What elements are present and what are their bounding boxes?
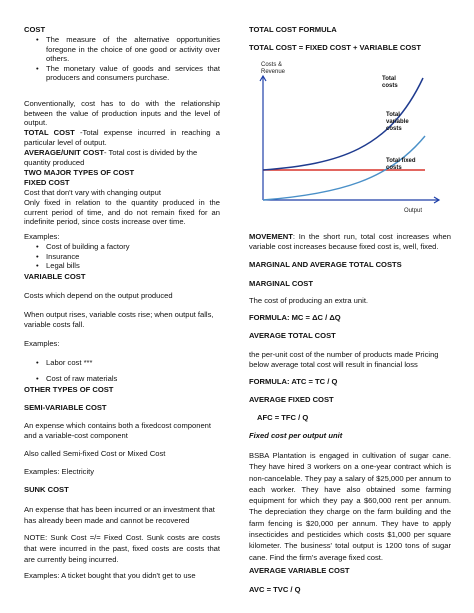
other-types-heading: OTHER TYPES OF COST	[24, 385, 114, 394]
variable-cost-rise: When output rises, variable costs rise; when output falls, variable costs fall.	[24, 310, 214, 329]
average-total-cost-heading: AVERAGE TOTAL COST	[249, 331, 336, 340]
marginal-cost-formula: FORMULA: MC = ΔC / ΔQ	[249, 313, 341, 322]
average-cost-label: AVERAGE/UNIT COST	[24, 148, 105, 157]
sunk-cost-example: Examples: A ticket bought that you didn't get to use	[24, 571, 196, 580]
total-cost-text: -Total expense incurred in reaching a particular level of output.	[24, 128, 221, 147]
variable-cost-heading: VARIABLE COST	[24, 272, 86, 281]
variable-cost-definition: Costs which depend on the output produced	[24, 291, 173, 300]
cost-chart-svg	[249, 58, 451, 218]
sunk-cost-note: NOTE: Sunk Cost =/= Fixed Cost. Sunk costs are costs that were incurred in the past, fixed costs are costs that are currently being incurred.	[24, 533, 220, 564]
variable-example-item: • Cost of raw materials	[24, 374, 220, 384]
legend-total-fixed-costs: Total fixed costs	[386, 158, 416, 171]
conventionally-paragraph: Conventionally, cost has to do with the relationship between the value of production inputs and the level of output.	[24, 99, 220, 128]
fixed-example-item: • Cost of building a factory	[24, 242, 220, 252]
sunk-cost-heading: SUNK COST	[24, 485, 69, 494]
total-cost-formula: TOTAL COST = FIXED COST + VARIABLE COST	[249, 43, 422, 52]
fixed-examples-list	[24, 242, 220, 271]
cost-heading: COST	[24, 25, 46, 34]
total-cost-label: TOTAL COST	[24, 128, 75, 137]
semi-variable-heading: SEMI-VARIABLE COST	[24, 403, 107, 412]
average-cost-text: - Total cost is divided by the quantity produced	[24, 148, 198, 167]
variable-example-item: • Labor cost ***	[24, 358, 220, 368]
cost-bullet: • The measure of the alternative opportunities foregone in the choice of one good or activity over others.	[24, 35, 220, 64]
marginal-cost-heading: MARGINAL COST	[249, 279, 313, 288]
legend-total-variable-costs: Total variable costs	[386, 112, 409, 132]
fixed-cost-line: Cost that don't vary with changing output	[24, 188, 161, 197]
examples-label: Examples:	[24, 232, 60, 241]
x-axis-label: Output	[404, 208, 423, 214]
cost-bullet-list	[24, 35, 220, 83]
average-fixed-cost-heading: AVERAGE FIXED COST	[249, 395, 334, 404]
two-major-types-heading: TWO MAJOR TYPES OF COST	[24, 168, 135, 177]
semi-variable-definition: An expense which contains both a fixedcost component and a variable-cost component	[24, 421, 212, 440]
average-variable-cost-formula: AVC = TVC / Q	[249, 585, 301, 594]
movement-text: : In the short run, total cost increases when variable cost increases because fixed cost is, well, fixed.	[249, 232, 451, 251]
movement-paragraph	[249, 232, 451, 251]
marginal-cost-definition: The cost of producing an extra unit.	[249, 296, 369, 305]
cost-bullet: • The monetary value of goods and services that producers and consumers purchase.	[24, 64, 220, 83]
fixed-cost-per-unit: Fixed cost per output unit	[249, 431, 343, 440]
total-cost-formula-heading: TOTAL COST FORMULA	[249, 25, 337, 34]
fixed-cost-heading: FIXED COST	[24, 178, 70, 187]
examples-label-2: Examples:	[24, 339, 60, 348]
fixed-example-item: • Legal bills	[24, 261, 220, 271]
movement-label: MOVEMENT	[249, 232, 293, 241]
semi-variable-also: Also called Semi-fixed Cost or Mixed Cost	[24, 449, 166, 458]
marginal-average-heading: MARGINAL AND AVERAGE TOTAL COSTS	[249, 260, 402, 269]
average-fixed-cost-formula: AFC = TFC / Q	[257, 413, 309, 422]
fixed-cost-description: Only fixed in relation to the quantity produced in the current period of time, and do not remain fixed for an indefinite period, since costs increase over time.	[24, 198, 220, 227]
variable-examples-list	[24, 358, 220, 383]
average-total-cost-definition: the per-unit cost of the number of products made Pricing below average total cost will result in financial loss	[249, 350, 439, 369]
legend-total-costs: Total costs	[382, 76, 398, 89]
cost-chart	[249, 58, 451, 218]
average-variable-cost-heading: AVERAGE VARIABLE COST	[249, 566, 350, 575]
semi-variable-examples: Examples: Electricity	[24, 467, 95, 476]
total-cost-definition	[24, 128, 220, 147]
sunk-cost-definition: An expense that has been incurred or an investment that has already been made and cannot be recovered	[24, 505, 215, 525]
sample-problem: BSBA Plantation is engaged in cultivation of sugar cane. They have hired 3 workers on a one-year contract which is non-cancelable. They pay a salary of $25,000 per annum to each worker. They have also obtained some farming equipment for which they pay a $60,000 rent per annum. The depreciation they charge on the farm building and the farm fencing is $20,000 per annum. They have to apply insecticides and pesticides which costs $1,000 per square kilometer. The business' total output is 1200 tons of sugar cane. Find the firm's average fixed cost.	[249, 451, 451, 562]
average-cost-definition	[24, 148, 220, 167]
average-total-cost-formula: FORMULA: ATC = TC / Q	[249, 377, 338, 386]
y-axis-label: Costs & Revenue	[261, 62, 286, 75]
fixed-example-item: • Insurance	[24, 252, 220, 262]
